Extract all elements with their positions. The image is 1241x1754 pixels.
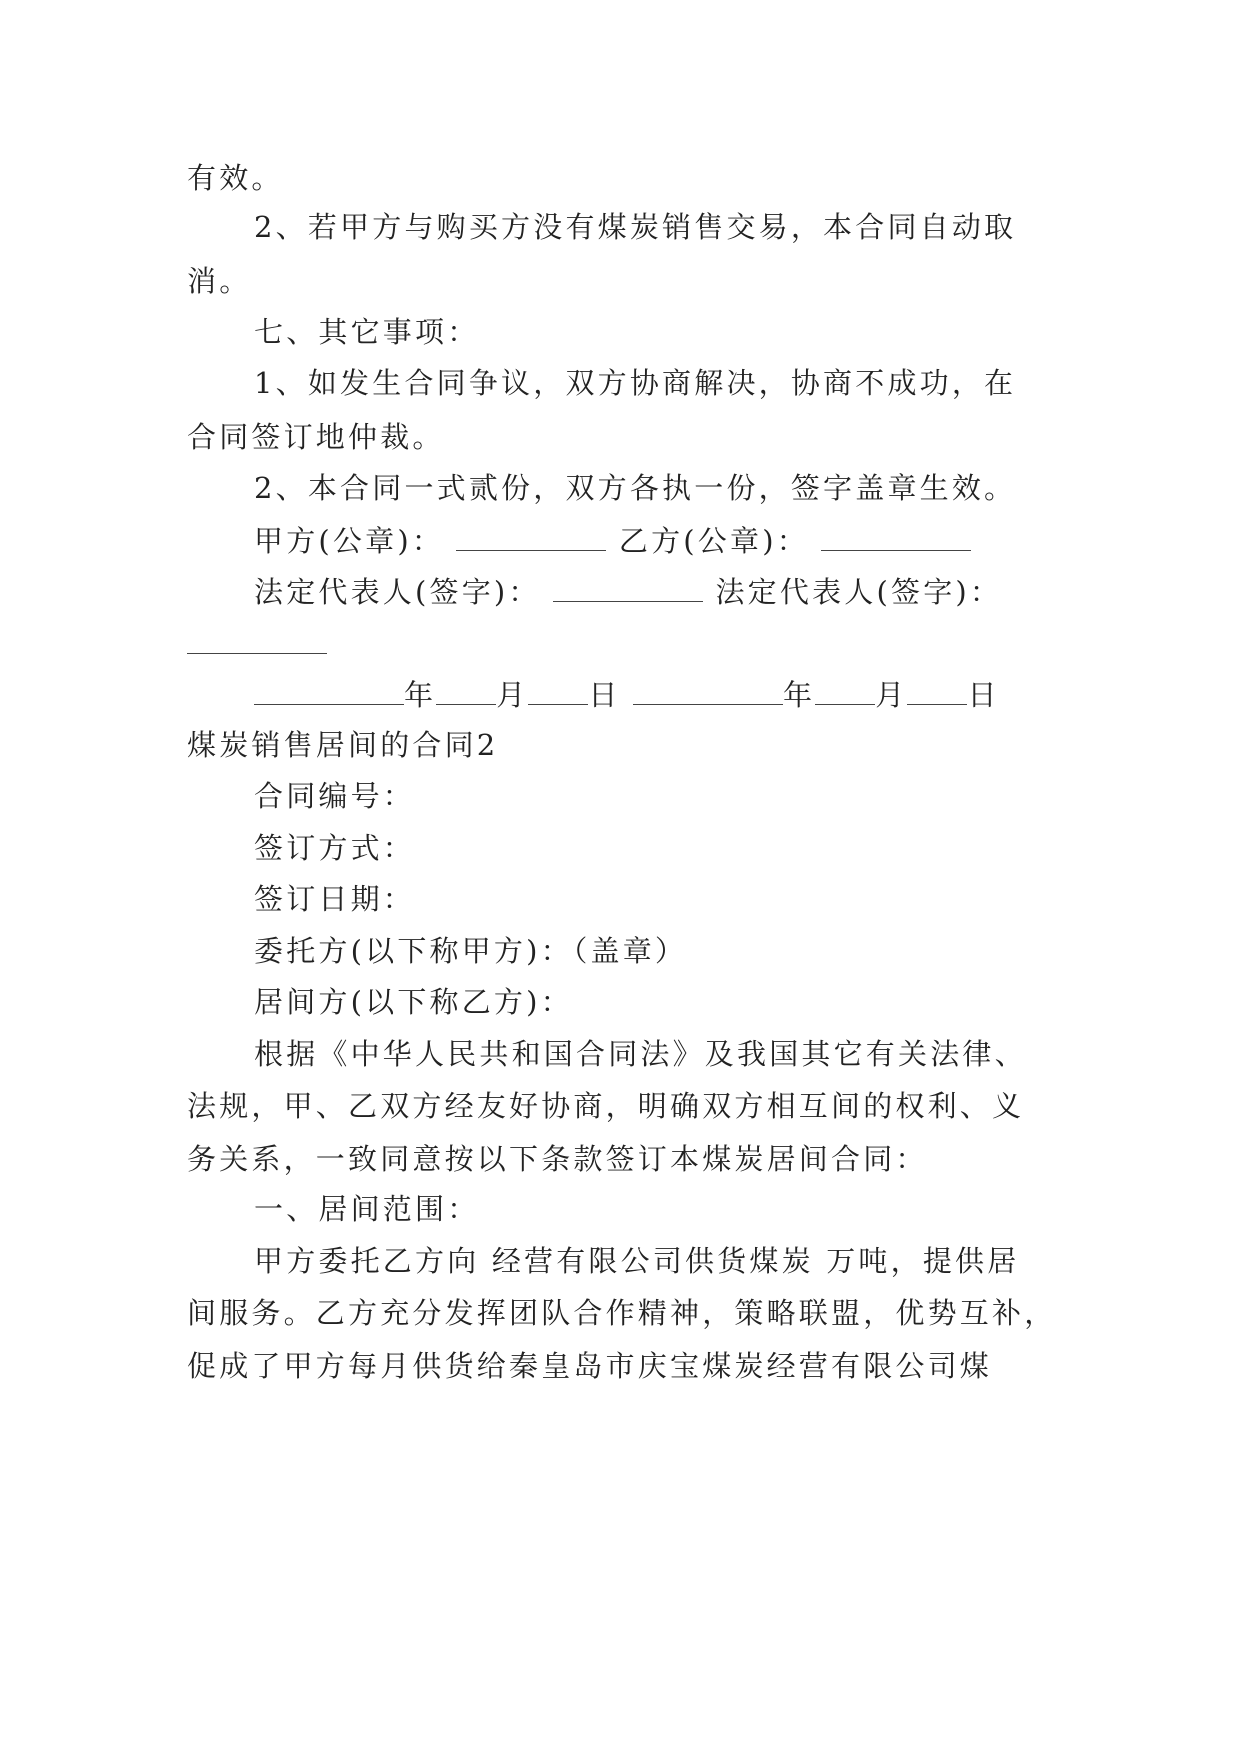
section-heading: 一、居间范围： [254, 1192, 480, 1226]
party-b-seal-blank [821, 520, 971, 551]
rep-b-blank [187, 623, 327, 654]
paragraph-line: 有效。 [187, 161, 284, 195]
paragraph-line: 合同签订地仲裁。 [187, 420, 445, 454]
paragraph-line: 2、本合同一式贰份，双方各执一份，签字盖章生效。 [254, 471, 1017, 505]
paragraph-line: 甲方委托乙方向 经营有限公司供货煤炭 万吨，提供居 [254, 1244, 1020, 1278]
month-a-label: 月 [496, 678, 529, 712]
rep-a-blank [553, 571, 703, 602]
client-party-field: 委托方(以下称甲方)：（盖章） [254, 934, 688, 968]
day-a-blank [528, 674, 588, 705]
paragraph-line: 消。 [187, 264, 252, 298]
day-b-label: 日 [967, 678, 1000, 712]
party-a-seal-blank [456, 520, 606, 551]
paragraph-line: 2、若甲方与购买方没有煤炭销售交易，本合同自动取 [254, 210, 1017, 244]
signing-date-field: 签订日期： [254, 882, 416, 916]
party-b-seal-label: 乙方(公章)： [618, 524, 809, 558]
day-a-label: 日 [588, 678, 621, 712]
representative-line [254, 571, 1002, 611]
document-title: 煤炭销售居间的合同2 [187, 728, 499, 762]
paragraph-line: 法规，甲、乙双方经友好协商，明确双方相互间的权利、义 [187, 1089, 1025, 1123]
paragraph-line: 根据《中华人民共和国合同法》及我国其它有关法律、 [254, 1037, 1027, 1071]
paragraph-line: 促成了甲方每月供货给秦皇岛市庆宝煤炭经营有限公司煤 [187, 1349, 993, 1383]
month-a-blank [436, 674, 496, 705]
paragraph-line: 间服务。乙方充分发挥团队合作精神，策略联盟，优势互补， [187, 1296, 1057, 1330]
year-a-label: 年 [404, 678, 437, 712]
seal-line [254, 520, 971, 560]
rep-b-label: 法定代表人(签字)： [715, 575, 1003, 609]
party-a-seal-label: 甲方(公章)： [254, 524, 445, 558]
paragraph-line: 务关系，一致同意按以下条款签订本煤炭居间合同： [187, 1142, 928, 1176]
year-b-label: 年 [783, 678, 816, 712]
rep-a-label: 法定代表人(签字)： [254, 575, 541, 609]
day-b-blank [907, 674, 967, 705]
month-b-blank [815, 674, 875, 705]
rep-b-blank-line [187, 623, 327, 663]
intermediary-party-field: 居间方(以下称乙方)： [254, 985, 573, 1019]
section-heading: 七、其它事项： [254, 315, 480, 349]
date-line [254, 674, 1000, 714]
month-b-label: 月 [875, 678, 908, 712]
signing-method-field: 签订方式： [254, 831, 416, 865]
year-b-blank [633, 674, 783, 705]
paragraph-line: 1、如发生合同争议，双方协商解决，协商不成功，在 [254, 366, 1017, 400]
contract-number-field: 合同编号： [254, 779, 416, 813]
year-a-blank [254, 674, 404, 705]
